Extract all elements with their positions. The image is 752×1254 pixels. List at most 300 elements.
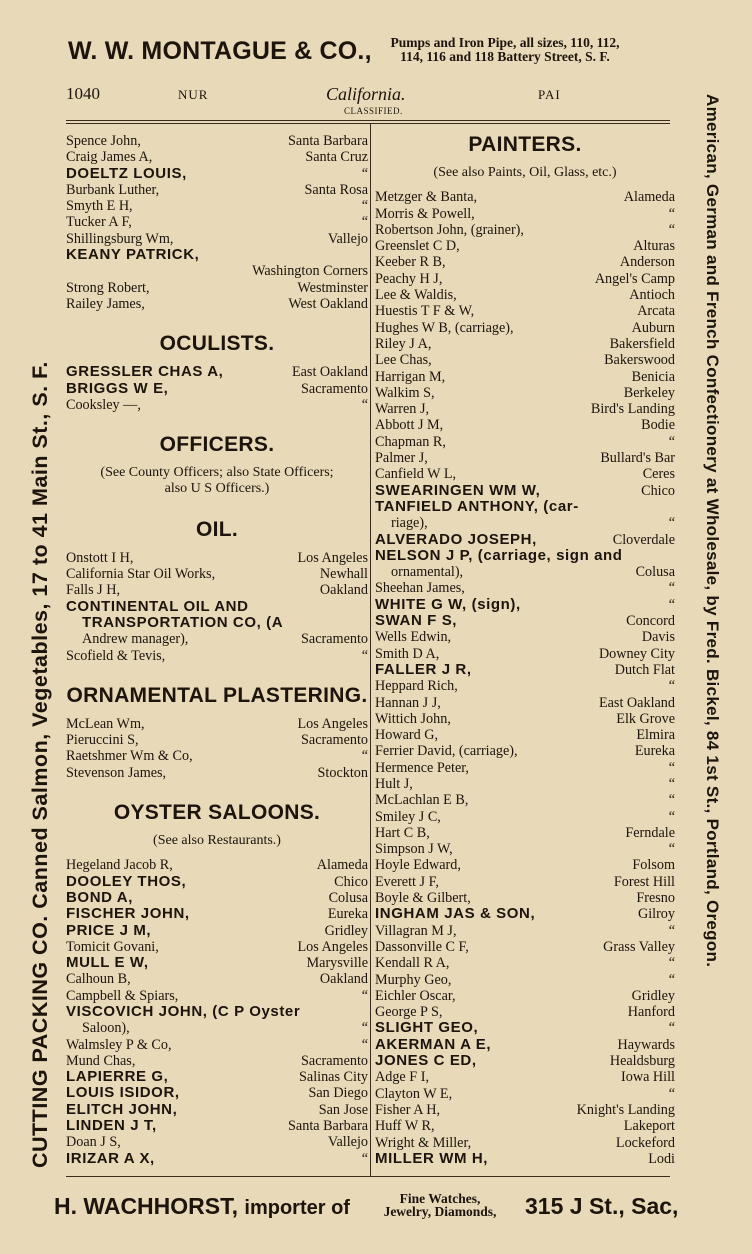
entry-name: GRESSLER CHAS A, — [66, 363, 224, 381]
list-item — [66, 874, 368, 890]
list-item — [66, 364, 368, 380]
entry-place: Bird's Landing — [590, 401, 675, 418]
top-ad-line-2: 114, 116 and 118 Battery Street, S. F. — [400, 49, 610, 64]
entry-place: “ — [668, 841, 675, 858]
entry-name: Smith D A, — [375, 645, 440, 662]
list-item — [375, 776, 675, 792]
list-item — [66, 615, 368, 631]
entry-name: JONES C ED, — [375, 1052, 477, 1070]
entry-place: Bakersfield — [609, 335, 675, 352]
section-heading-oculists: OCULISTS. — [159, 332, 275, 356]
list-item — [375, 1086, 675, 1102]
entry-place: Gilroy — [637, 906, 675, 923]
list-item — [375, 743, 675, 759]
list-item — [375, 841, 675, 857]
entry-name: Huff W R, — [375, 1118, 435, 1135]
list-item — [375, 988, 675, 1004]
list-item — [375, 825, 675, 841]
list-item — [66, 890, 368, 906]
left-side-advertisement: CUTTING PACKING CO. Canned Salmon, Vegetables, 17 to 41 Main St., S. F. — [28, 361, 52, 1168]
entry-name: Clayton W E, — [375, 1085, 453, 1102]
entry-place: Benicia — [631, 368, 675, 385]
list-item — [66, 198, 368, 214]
entry-place: Sacramento — [301, 732, 368, 749]
entry-name: Ferrier David, (carriage), — [375, 743, 518, 760]
entry-name: Tucker A F, — [66, 214, 132, 231]
list-item — [375, 711, 675, 727]
list-item — [66, 748, 368, 764]
entry-name: SWAN F S, — [375, 612, 458, 630]
list-item — [375, 955, 675, 971]
list-item — [66, 857, 368, 873]
entry-place: San Jose — [318, 1101, 368, 1118]
list-item — [375, 923, 675, 939]
list-item — [66, 648, 368, 664]
list-item — [66, 1004, 368, 1020]
list-item — [375, 972, 675, 988]
entry-place: Hanford — [627, 1004, 675, 1021]
entry-place: Sacramento — [301, 1052, 368, 1069]
entry-name: Campbell & Spiars, — [66, 987, 179, 1004]
entry-place: East Oakland — [598, 694, 675, 711]
entry-place: “ — [668, 221, 675, 238]
entry-name: Lee Chas, — [375, 352, 432, 369]
list-item — [66, 939, 368, 955]
page-title: California. — [326, 84, 406, 104]
list-item — [375, 434, 675, 450]
entry-name: Peachy H J, — [375, 270, 443, 287]
right-guide-word: PAI — [538, 87, 561, 102]
list-item — [375, 401, 675, 417]
list-item — [66, 631, 368, 647]
entry-name: Harrigan M, — [375, 368, 446, 385]
bottom-ad-goods-2: Jewelry, Diamonds, — [383, 1204, 497, 1219]
entry-name: AKERMAN A E, — [375, 1035, 492, 1053]
entry-place: Santa Cruz — [305, 149, 368, 166]
entry-place: Folsom — [632, 857, 675, 874]
entry-place: Westminster — [297, 279, 368, 296]
entry-name: PRICE J M, — [66, 921, 152, 939]
list-item — [66, 599, 368, 615]
list-item — [66, 566, 368, 582]
entry-name: Everett J F, — [375, 873, 439, 890]
entry-place: Alameda — [623, 189, 675, 206]
entry-name: TRANSPORTATION CO, (A — [82, 613, 284, 631]
entry-place: “ — [668, 433, 675, 450]
top-ad-details — [330, 36, 680, 64]
entry-name: Warren J, — [375, 401, 430, 418]
entry-name: Chapman R, — [375, 433, 446, 450]
entry-name: Villagran M J, — [375, 922, 457, 939]
top-advertisement — [60, 34, 690, 68]
entry-name: Howard G, — [375, 727, 439, 744]
entry-name: Heppard Rich, — [375, 678, 458, 695]
entry-place: “ — [361, 198, 368, 215]
list-item — [375, 466, 675, 482]
entry-name: Eichler Oscar, — [375, 987, 456, 1004]
entry-name: WHITE G W, (sign), — [375, 595, 521, 613]
entry-place: Knight's Landing — [576, 1101, 675, 1118]
list-item — [66, 381, 368, 397]
entry-place: Los Angeles — [297, 938, 368, 955]
entry-name: FISCHER JOHN, — [66, 905, 190, 923]
page-header — [66, 84, 670, 120]
entry-place: Los Angeles — [297, 715, 368, 732]
painters-list — [375, 189, 675, 1167]
list-item — [66, 1151, 368, 1167]
bottom-ad-name — [54, 1193, 350, 1220]
entry-name: Craig James A, — [66, 149, 153, 166]
entry-place: Grass Valley — [603, 938, 675, 955]
list-item — [375, 662, 675, 678]
list-item — [375, 336, 675, 352]
list-item — [375, 857, 675, 873]
nurseries-continued-list — [66, 133, 368, 312]
column-divider — [370, 124, 371, 1176]
list-item — [66, 397, 368, 413]
oyster-note: (See also Restaurants.) — [153, 833, 281, 849]
list-item — [66, 1085, 368, 1101]
bottom-ad-importer: importer of — [244, 1197, 350, 1219]
list-item — [375, 450, 675, 466]
entry-place: Vallejo — [327, 230, 368, 247]
entry-place: Washington Corners — [252, 263, 368, 280]
entry-place: “ — [668, 808, 675, 825]
painters-note: (See also Paints, Oil, Glass, etc.) — [433, 165, 617, 180]
entry-name: Morris & Powell, — [375, 205, 475, 222]
entry-name: Boyle & Gilbert, — [375, 890, 471, 907]
entry-place: Los Angeles — [297, 549, 368, 566]
footer-rule — [66, 1176, 670, 1177]
entry-name: Spence John, — [66, 133, 141, 149]
entry-name: INGHAM JAS & SON, — [375, 905, 536, 923]
list-item — [375, 238, 675, 254]
list-item — [66, 149, 368, 165]
bottom-ad-address: 315 J St., Sac, — [525, 1193, 679, 1219]
entry-place: Ceres — [642, 466, 675, 483]
entry-name: Pieruccini S, — [66, 732, 139, 749]
list-item — [66, 906, 368, 922]
entry-place: “ — [668, 1085, 675, 1102]
bottom-advertisement — [50, 1186, 700, 1224]
entry-name: LAPIERRE G, — [66, 1068, 169, 1086]
list-item — [66, 280, 368, 296]
page-number: 1040 — [66, 84, 100, 103]
section-heading-oyster-saloons: OYSTER SALOONS. — [113, 801, 321, 825]
entry-place: Newhall — [319, 566, 368, 583]
entry-place: Davis — [641, 629, 675, 646]
entry-place: Haywards — [617, 1036, 675, 1053]
list-item — [375, 548, 675, 564]
section-heading-oil: OIL. — [195, 517, 239, 541]
list-item — [375, 939, 675, 955]
list-item — [66, 263, 368, 279]
entry-name: Wright & Miller, — [375, 1134, 472, 1151]
entry-name: Mund Chas, — [66, 1052, 136, 1069]
list-item — [66, 582, 368, 598]
left-column — [66, 133, 368, 1167]
entry-place: Colusa — [328, 889, 368, 906]
left-guide-word: NUR — [178, 87, 209, 102]
list-item — [66, 923, 368, 939]
entry-place: Alameda — [316, 857, 368, 874]
entry-name: Hult J, — [375, 775, 413, 792]
entry-name: LINDEN J T, — [66, 1117, 157, 1135]
entry-place: Marysville — [306, 955, 368, 972]
entry-name: IRIZAR A X, — [66, 1149, 155, 1167]
list-item — [66, 716, 368, 732]
entry-place: Oakland — [319, 971, 368, 988]
entry-place: Downey City — [598, 645, 675, 662]
list-item — [375, 385, 675, 401]
entry-place: Dutch Flat — [614, 661, 675, 678]
list-item — [375, 564, 675, 580]
entry-name: Fisher A H, — [375, 1101, 441, 1118]
list-item — [66, 247, 368, 263]
entry-place: “ — [361, 1020, 368, 1037]
list-item — [375, 271, 675, 287]
entry-name: ELITCH JOHN, — [66, 1100, 178, 1118]
header-rule — [66, 120, 670, 121]
list-item — [375, 483, 675, 499]
entry-place: Antioch — [629, 287, 675, 304]
list-item — [375, 646, 675, 662]
list-item — [375, 303, 675, 319]
list-item — [66, 1037, 368, 1053]
section-heading-officers: OFFICERS. — [159, 433, 275, 457]
list-item — [375, 1037, 675, 1053]
entry-name: Dassonville C F, — [375, 938, 469, 955]
officers-note-1: (See County Officers; also State Officers; — [100, 465, 334, 481]
list-item — [375, 613, 675, 629]
entry-name: Walmsley P & Co, — [66, 1036, 172, 1053]
list-item — [375, 369, 675, 385]
entry-place: Stockton — [317, 764, 368, 781]
entry-name: Strong Robert, — [66, 279, 150, 296]
entry-name: SLIGHT GEO, — [375, 1019, 479, 1037]
entry-place: West Oakland — [288, 295, 368, 312]
right-column — [375, 133, 675, 1167]
list-item — [375, 890, 675, 906]
entry-name: Robertson John, (grainer), — [375, 221, 524, 238]
list-item — [375, 597, 675, 613]
entry-name: Falls J H, — [66, 582, 120, 599]
officers-note-2: also U S Officers.) — [164, 481, 270, 497]
entry-place: Chico — [334, 873, 368, 890]
entry-place: Santa Barbara — [288, 133, 368, 149]
bottom-ad-goods-1: Fine Watches, — [399, 1191, 481, 1206]
list-item — [375, 320, 675, 336]
entry-place: “ — [668, 792, 675, 809]
entry-name: Scofield & Tevis, — [66, 647, 166, 664]
entry-name: Greenslet C D, — [375, 238, 460, 255]
list-item — [375, 727, 675, 743]
entry-name: Kendall R A, — [375, 955, 450, 972]
entry-name: Tomicit Govani, — [66, 938, 159, 955]
entry-place: Sacramento — [301, 631, 368, 648]
entry-name: Doan J S, — [66, 1134, 121, 1151]
entry-place: “ — [361, 1036, 368, 1053]
entry-name: Riley J A, — [375, 335, 432, 352]
entry-place: Iowa Hill — [621, 1069, 675, 1086]
entry-name: Murphy Geo, — [375, 971, 452, 988]
entry-place: “ — [668, 759, 675, 776]
entry-place: “ — [361, 647, 368, 664]
entry-place: “ — [361, 165, 368, 182]
list-item — [66, 988, 368, 1004]
entry-name: Abbott J M, — [375, 417, 444, 434]
list-item — [66, 1069, 368, 1085]
list-item — [375, 515, 675, 531]
entry-name: TANFIELD ANTHONY, (car- — [375, 497, 579, 515]
entry-place: “ — [361, 1150, 368, 1167]
entry-name: California Star Oil Works, — [66, 566, 216, 583]
entry-place: “ — [668, 596, 675, 613]
entry-name: riage), — [391, 515, 428, 532]
entry-place: Lakeport — [623, 1118, 675, 1135]
entry-name: Lee & Waldis, — [375, 287, 457, 304]
entry-place: Sacramento — [301, 380, 368, 397]
entry-name: Calhoun B, — [66, 971, 131, 988]
list-item — [66, 166, 368, 182]
entry-name: Andrew manager), — [82, 631, 189, 648]
list-item — [375, 1151, 675, 1167]
entry-name: Canfield W L, — [375, 466, 457, 483]
list-item — [375, 189, 675, 205]
entry-name: Railey James, — [66, 295, 145, 312]
entry-place: “ — [668, 955, 675, 972]
entry-name: Palmer J, — [375, 450, 428, 467]
entry-name: Burbank Luther, — [66, 181, 160, 198]
entry-name: Adge F I, — [375, 1069, 429, 1086]
list-item — [66, 133, 368, 149]
entry-name: MULL E W, — [66, 954, 149, 972]
list-item — [375, 1004, 675, 1020]
list-item — [66, 182, 368, 198]
list-item — [375, 352, 675, 368]
entry-place: “ — [668, 678, 675, 695]
oculists-list — [66, 364, 368, 413]
list-item — [375, 254, 675, 270]
entry-name: Hughes W B, (carriage), — [375, 319, 514, 336]
list-item — [375, 874, 675, 890]
entry-name: Shillingsburg Wm, — [66, 230, 174, 247]
page-subtitle: CLASSIFIED. — [344, 106, 403, 116]
entry-place: Elmira — [636, 727, 675, 744]
entry-place: Ferndale — [625, 824, 675, 841]
list-item — [66, 231, 368, 247]
list-item — [375, 1069, 675, 1085]
list-item — [375, 1102, 675, 1118]
list-item — [66, 296, 368, 312]
entry-place: Angel's Camp — [594, 270, 675, 287]
entry-place: Cloverdale — [612, 531, 675, 548]
entry-name: Hermence Peter, — [375, 759, 469, 776]
entry-place: Gridley — [324, 922, 368, 939]
top-ad-name: W. W. MONTAGUE & CO., — [68, 37, 372, 65]
list-item — [375, 580, 675, 596]
entry-place: “ — [361, 214, 368, 231]
list-item — [375, 906, 675, 922]
entry-name: Walkim S, — [375, 384, 435, 401]
section-heading-ornamental-plastering: ORNAMENTAL PLASTERING. — [66, 683, 368, 707]
entry-place: Salinas City — [299, 1069, 368, 1086]
entry-place: East Oakland — [291, 364, 368, 381]
entry-name: Sheehan James, — [375, 580, 465, 597]
entry-name: Smiley J C, — [375, 808, 441, 825]
oil-list — [66, 550, 368, 664]
entry-place: “ — [361, 396, 368, 413]
entry-name: Onstott I H, — [66, 549, 134, 566]
entry-name: Hannan J J, — [375, 694, 441, 711]
list-item — [66, 971, 368, 987]
list-item — [66, 1134, 368, 1150]
entry-place: “ — [668, 922, 675, 939]
entry-name: DOOLEY THOS, — [66, 872, 187, 890]
list-item — [375, 760, 675, 776]
top-ad-line-1: Pumps and Iron Pipe, all sizes, 110, 112, — [390, 35, 620, 50]
list-item — [375, 695, 675, 711]
entry-name: BOND A, — [66, 888, 133, 906]
entry-name: LOUIS ISIDOR, — [66, 1084, 180, 1102]
entry-name: VISCOVICH JOHN, (C P Oyster — [66, 1002, 301, 1020]
entry-place: Bullard's Bar — [600, 450, 675, 467]
entry-name: Wells Edwin, — [375, 629, 452, 646]
list-item — [375, 287, 675, 303]
entry-name: KEANY PATRICK, — [66, 246, 200, 264]
entry-place: “ — [361, 987, 368, 1004]
entry-name: NELSON J P, (carriage, sign and — [375, 546, 623, 564]
entry-place: Alturas — [633, 238, 675, 255]
entry-place: Elk Grove — [616, 710, 675, 727]
list-item — [375, 206, 675, 222]
entry-place: Vallejo — [327, 1134, 368, 1151]
entry-name: Saloon), — [82, 1020, 130, 1037]
entry-name: George P S, — [375, 1004, 443, 1021]
entry-place: Berkeley — [623, 384, 675, 401]
entry-name: Keeber R B, — [375, 254, 446, 271]
entry-place: “ — [668, 775, 675, 792]
entry-name: Smyth E H, — [66, 198, 133, 215]
entry-name: Hart C B, — [375, 824, 430, 841]
entry-place: Auburn — [631, 319, 675, 336]
entry-place: Eureka — [634, 743, 675, 760]
entry-place: Anderson — [619, 254, 675, 271]
entry-place: Gridley — [631, 987, 675, 1004]
entry-name: Raetshmer Wm & Co, — [66, 748, 193, 765]
list-item — [66, 765, 368, 781]
entry-place: San Diego — [308, 1085, 368, 1102]
bottom-ad-company: H. WACHHORST, — [54, 1193, 238, 1219]
entry-place: “ — [668, 1020, 675, 1037]
entry-name: FALLER J R, — [375, 660, 472, 678]
list-item — [375, 1118, 675, 1134]
entry-name: Cooksley —, — [66, 396, 141, 413]
entry-place: Bakerswood — [604, 352, 675, 369]
entry-name: BRIGGS W E, — [66, 379, 169, 397]
entry-name: DOELTZ LOUIS, — [66, 164, 187, 182]
header-rule-2 — [66, 123, 670, 124]
entry-place: “ — [668, 515, 675, 532]
entry-name: ornamental), — [391, 564, 464, 581]
entry-name: ALVERADO JOSEPH, — [375, 530, 537, 548]
entry-place: Eureka — [327, 906, 368, 923]
list-item — [66, 732, 368, 748]
entry-name: Simpson J W, — [375, 841, 453, 858]
entry-place: Oakland — [319, 582, 368, 599]
list-item — [375, 532, 675, 548]
list-item — [375, 1020, 675, 1036]
